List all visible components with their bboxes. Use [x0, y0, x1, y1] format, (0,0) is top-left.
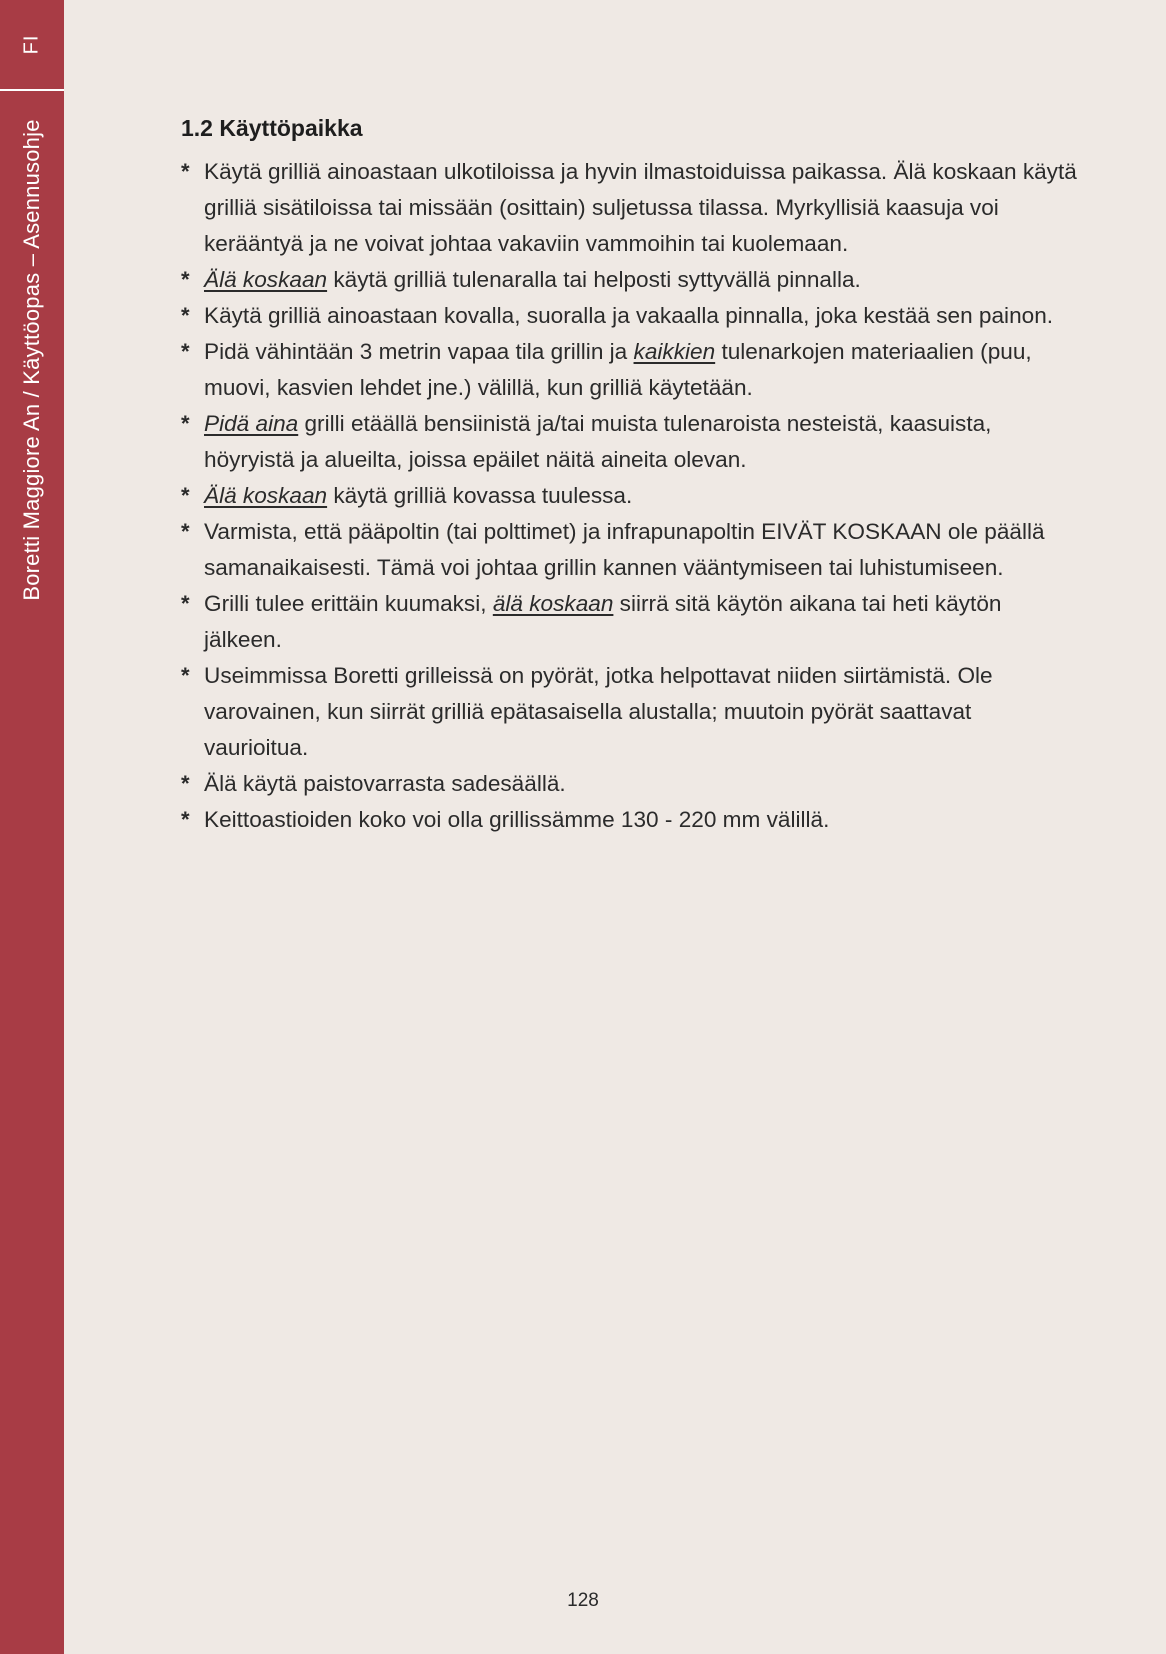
bullet-asterisk: *	[181, 807, 190, 832]
page-number: 128	[567, 1590, 599, 1611]
list-item	[181, 406, 1081, 478]
language-label: FI	[20, 34, 43, 55]
bullet-asterisk: *	[181, 519, 190, 544]
item-text: Pidä vähintään 3 metrin vapaa tila grillin ja	[204, 339, 634, 364]
bullet-asterisk: *	[181, 339, 190, 364]
item-text: grilli etäällä bensiinistä ja/tai muista tulenaroista nesteistä, kaasuista, höyryistä ja alueilta, joissa epäilet näitä aineita olevan.	[204, 411, 992, 472]
list-item	[181, 478, 1081, 514]
list-item	[181, 802, 1081, 838]
item-text: Grilli tulee erittäin kuumaksi,	[204, 591, 493, 616]
bullet-asterisk: *	[181, 411, 190, 436]
bullet-asterisk: *	[181, 159, 190, 184]
item-text: Käytä grilliä ainoastaan kovalla, suoralla ja vakaalla pinnalla, joka kestää sen painon.	[204, 303, 1054, 328]
list-item	[181, 514, 1081, 586]
list-item	[181, 334, 1081, 406]
list-item	[181, 658, 1081, 766]
emphasized-text: älä koskaan	[492, 591, 614, 616]
item-text: siirrä sitä käytön aikana tai heti käytön jälkeen.	[204, 591, 1002, 652]
language-tab	[0, 0, 64, 89]
list-item	[181, 154, 1081, 262]
bullet-asterisk: *	[181, 663, 190, 688]
bullet-asterisk: *	[181, 483, 190, 508]
bullet-asterisk: *	[181, 303, 190, 328]
emphasized-text: kaikkien	[633, 339, 716, 364]
item-text: Keittoastioiden koko voi olla grillissämme 130 - 220 mm välillä.	[204, 807, 830, 832]
item-text: Useimmissa Boretti grilleissä on pyörät, jotka helpottavat niiden siirtämistä. Ole varovainen, kun siirrät grilliä epätasaisella alustalla; muutoin pyörät saattavat vaurioitua.	[204, 663, 993, 760]
bullet-asterisk: *	[181, 591, 190, 616]
emphasized-text: Pidä aina	[204, 411, 299, 436]
sidebar-document-title: Boretti Maggiore An / Käyttöopas – Asennusohje	[19, 119, 44, 601]
list-item	[181, 766, 1081, 802]
item-text: käytä grilliä tulenaralla tai helposti syttyvällä pinnalla.	[327, 267, 861, 292]
item-text: Älä käytä paistovarrasta sadesäällä.	[204, 771, 566, 796]
item-text: käytä grilliä kovassa tuulessa.	[327, 483, 633, 508]
emphasized-text: Älä koskaan	[204, 483, 328, 508]
list-item	[181, 586, 1081, 658]
main-content	[181, 110, 1081, 838]
item-text: Varmista, että pääpoltin (tai polttimet) ja infrapunapoltin EIVÄT KOSKAAN ole päällä samanaikaisesti. Tämä voi johtaa grillin kannen vääntymiseen tai luhistumiseen.	[204, 519, 1045, 580]
item-text: tulenarkojen materiaalien (puu, muovi, kasvien lehdet jne.) välillä, kun grilliä käytetään.	[204, 339, 1032, 400]
list-item	[181, 298, 1081, 334]
list-item	[181, 262, 1081, 298]
emphasized-text: Älä koskaan	[204, 267, 328, 292]
section-heading: 1.2 Käyttöpaikka	[181, 115, 363, 141]
bullet-list	[181, 154, 1081, 838]
bullet-asterisk: *	[181, 771, 190, 796]
bullet-asterisk: *	[181, 267, 190, 292]
sidebar-band	[0, 0, 64, 1654]
item-text: Käytä grilliä ainoastaan ulkotiloissa ja hyvin ilmastoiduissa paikassa. Älä koskaan käytä grilliä sisätiloissa tai missään (osittain) suljetussa tilassa. Myrkyllisiä kaasuja voi kerääntyä ja ne voivat johtaa vakaviin vammoihin tai kuolemaan.	[204, 159, 1077, 256]
